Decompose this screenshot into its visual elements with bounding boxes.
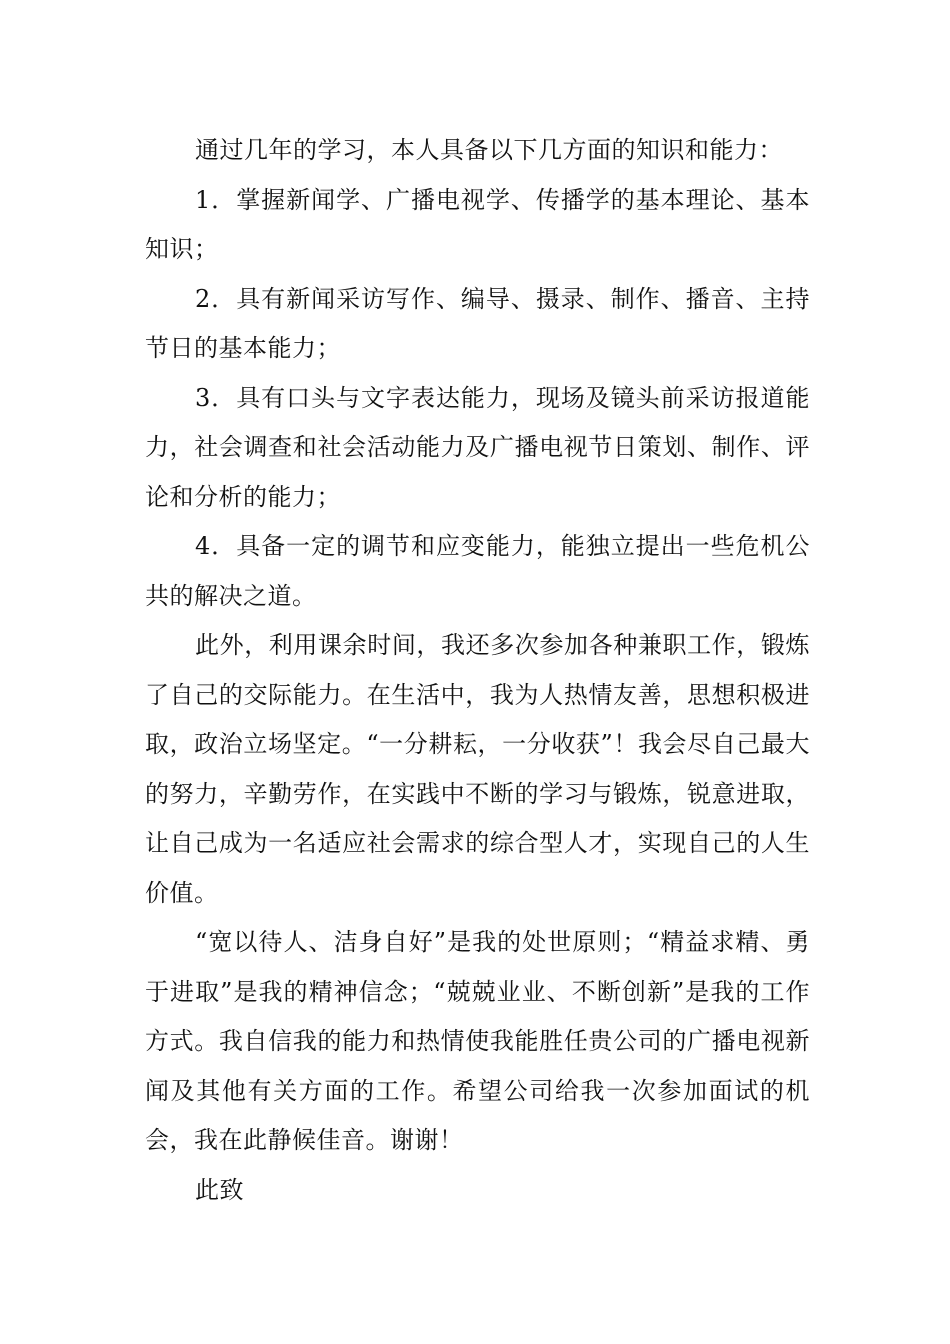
letter-body xyxy=(145,126,810,1215)
intro-paragraph: 通过几年的学习，本人具备以下几方面的知识和能力： xyxy=(195,136,783,164)
ability-item-2: 2．具有新闻采访写作、编导、摄录、制作、播音、主持节日的基本能力； xyxy=(145,284,810,362)
closing-salutation: 此致 xyxy=(195,1175,244,1204)
ability-item-4: 4．具备一定的调节和应变能力，能独立提出一些危机公共的解决之道。 xyxy=(145,532,810,610)
principles-paragraph: “宽以待人、洁身自好”是我的处世原则；“精益求精、勇于进取”是我的精神信念；“兢兢业业、不断创新”是我的工作方式。我自信我的能力和热情使我能胜任贵公司的广播电视新闻及其他有关方面的工作。希望公司给我一次参加面试的机会，我在此静候佳音。谢谢！ xyxy=(145,928,810,1154)
ability-item-1: 1．掌握新闻学、广播电视学、传播学的基本理论、基本知识； xyxy=(145,185,810,263)
ability-item-3: 3．具有口头与文字表达能力，现场及镜头前采访报道能力，社会调查和社会活动能力及广播电视节日策划、制作、评论和分析的能力； xyxy=(145,383,810,511)
extracurricular-paragraph: 此外，利用课余时间，我还多次参加各种兼职工作，锻炼了自己的交际能力。在生活中，我为人热情友善，思想积极进取，政治立场坚定。“一分耕耘，一分收获”！我会尽自己最大的努力，辛勤劳作，在实践中不断的学习与锻炼，锐意进取，让自己成为一名适应社会需求的综合型人才，实现自己的人生价值。 xyxy=(145,631,810,907)
